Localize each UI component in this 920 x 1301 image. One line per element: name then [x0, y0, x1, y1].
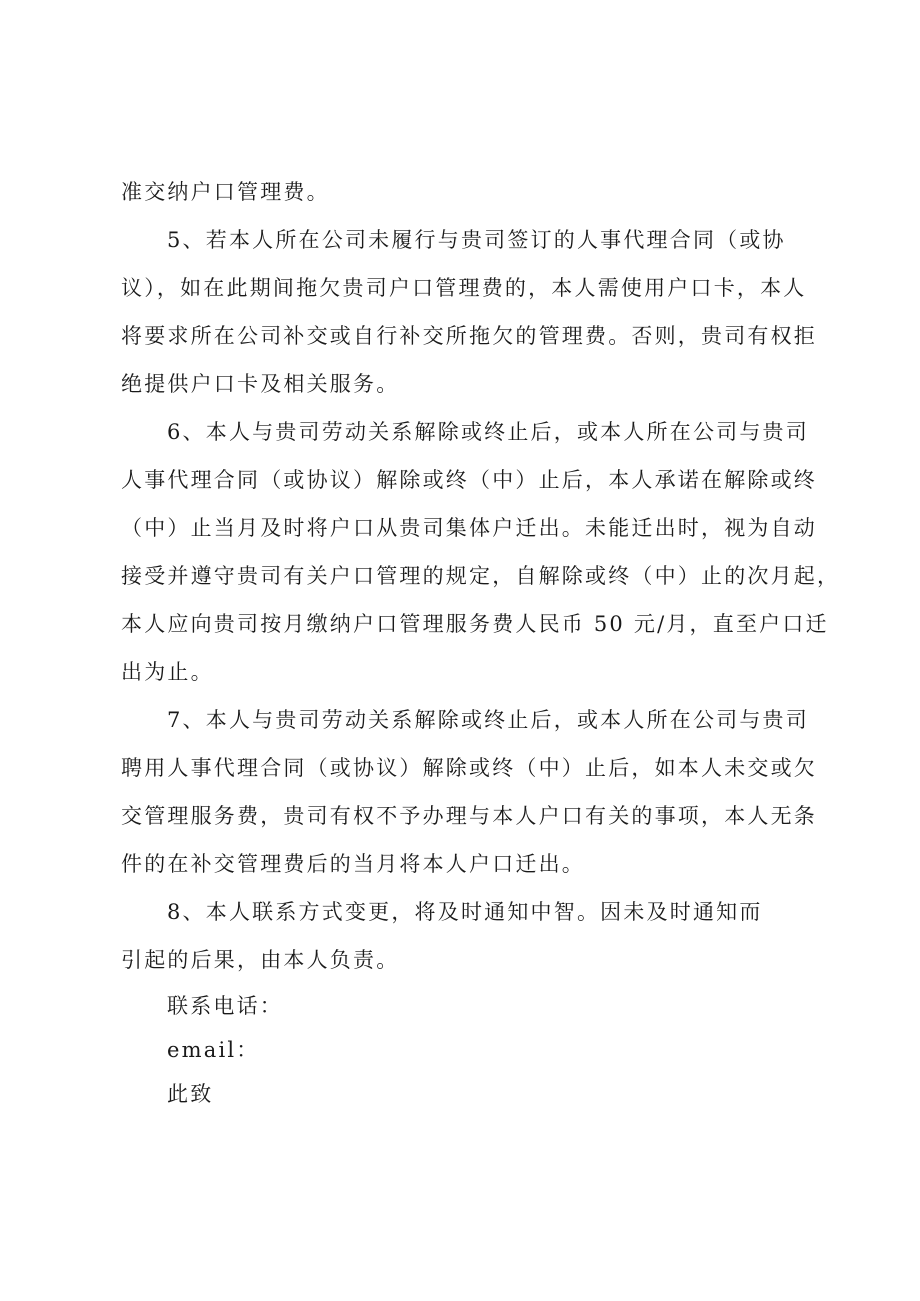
clause-6-line-3: （中）止当月及时将户口从贵司集体户迁出。未能迁出时，视为自动: [121, 516, 817, 540]
clause-5-line-4: 绝提供户口卡及相关服务。: [121, 372, 400, 396]
clause-8-line-1: 8、本人联系方式变更，将及时通知中智。因未及时通知而: [167, 900, 763, 924]
clause-7-line-1: 7、本人与贵司劳动关系解除或终止后，或本人所在公司与贵司: [167, 708, 809, 732]
document-body: [121, 168, 841, 1116]
clause-5-line-1: 5、若本人所在公司未履行与贵司签订的人事代理合同（或协: [167, 228, 786, 252]
clause-8-line-2: 引起的后果，由本人负责。: [121, 948, 400, 972]
clause-6-line-5: 本人应向贵司按月缴纳户口管理服务费人民币 50 元/月，直至户口迁: [121, 612, 829, 636]
clause-7-line-2: 聘用人事代理合同（或协议）解除或终（中）止后，如本人未交或欠: [121, 756, 817, 780]
paragraph-4-continuation: 准交纳户口管理费。: [121, 180, 330, 204]
clause-5-line-2: 议），如在此期间拖欠贵司户口管理费的，本人需使用户口卡，本人: [121, 276, 807, 300]
clause-6-line-6: 出为止。: [121, 660, 214, 684]
closing-salutation: 此致: [167, 1082, 214, 1106]
contact-phone-label: 联系电话：: [167, 994, 283, 1018]
clause-6-line-4: 接受并遵守贵司有关户口管理的规定，自解除或终（中）止的次月起，: [121, 564, 841, 588]
clause-7-line-3: 交管理服务费，贵司有权不予办理与本人户口有关的事项，本人无条: [121, 804, 817, 828]
clause-6-line-2: 人事代理合同（或协议）解除或终（中）止后，本人承诺在解除或终: [121, 468, 817, 492]
clause-7-line-4: 件的在补交管理费后的当月将本人户口迁出。: [121, 852, 585, 876]
contact-email-label: email：: [167, 1038, 260, 1062]
clause-5-line-3: 将要求所在公司补交或自行补交所拖欠的管理费。否则，贵司有权拒: [121, 324, 817, 348]
clause-6-line-1: 6、本人与贵司劳动关系解除或终止后，或本人所在公司与贵司: [167, 420, 809, 444]
